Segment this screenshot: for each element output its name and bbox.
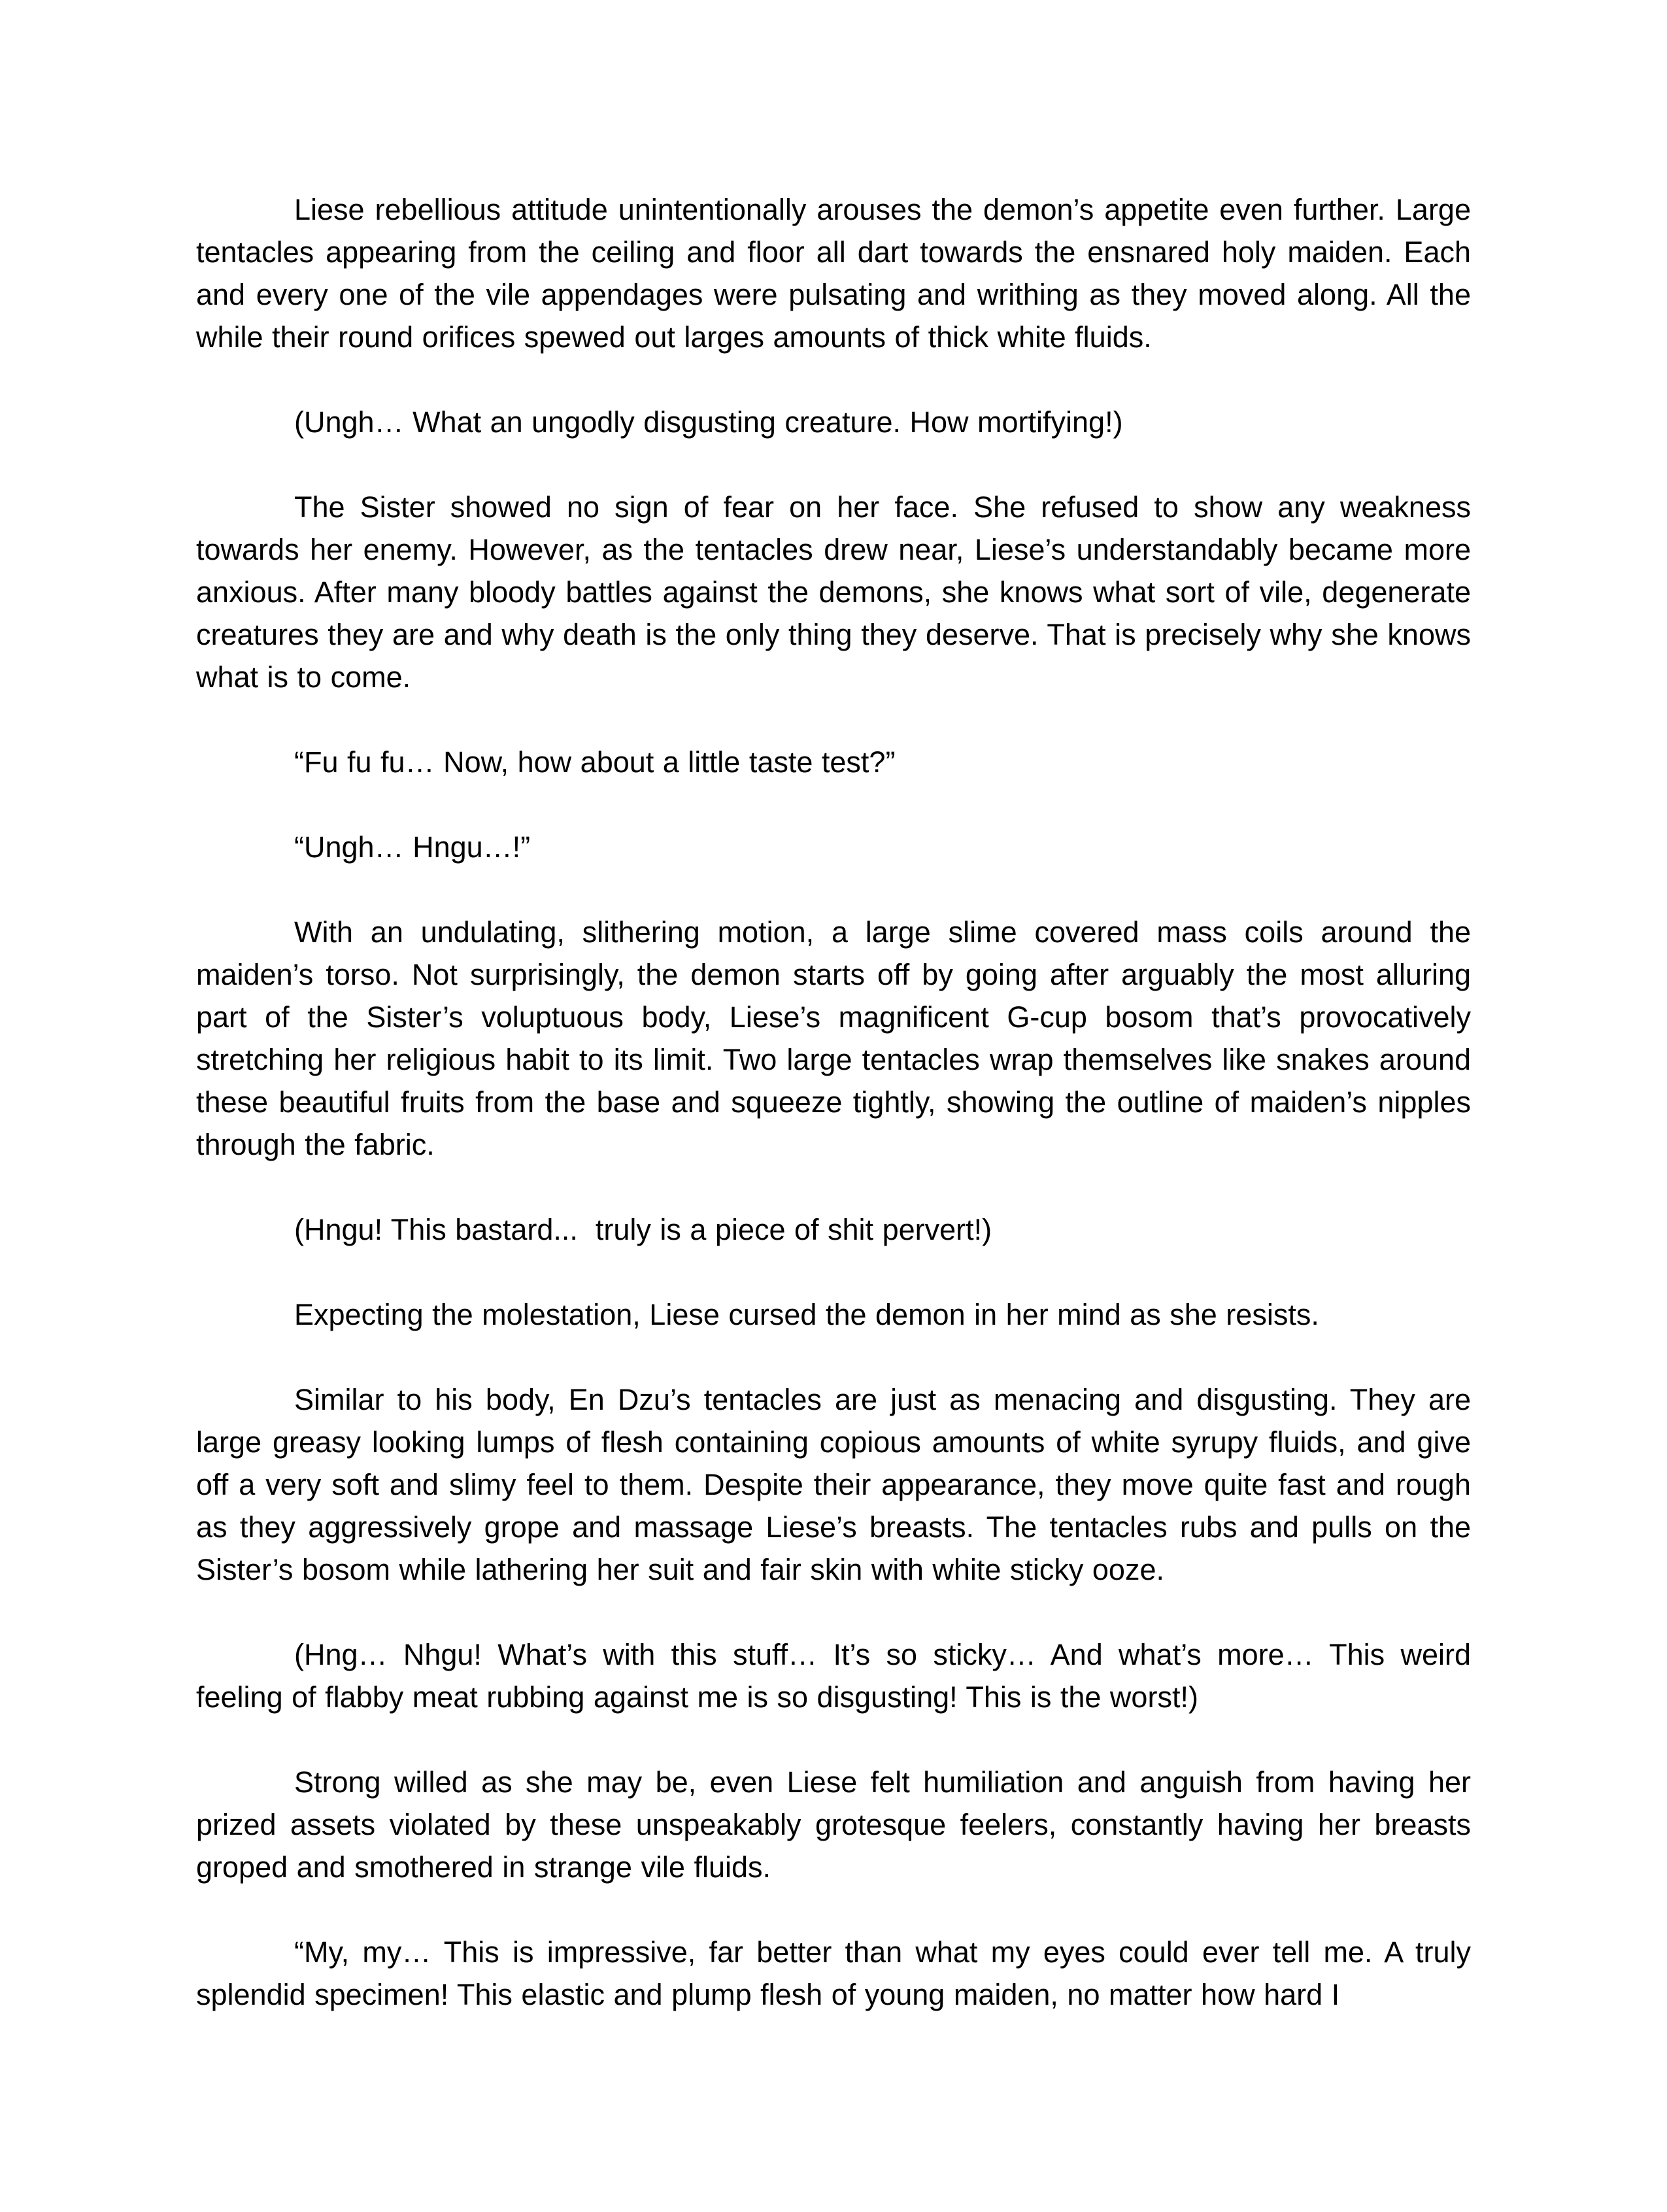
narration-paragraph: Expecting the molestation, Liese cursed the demon in her mind as she resists.: [294, 1298, 1319, 1331]
dialogue-paragraph: “Ungh… Hngu…!”: [294, 830, 531, 864]
narration-paragraph: Strong willed as she may be, even Liese felt humiliation and anguish from having her prized assets violated by these unspeakably grotesque feelers, constantly having her breasts groped and smothered in strange vile fluids.: [196, 1765, 1480, 1884]
dialogue-paragraph: “Fu fu fu… Now, how about a little taste test?”: [294, 745, 896, 779]
narration-paragraph: The Sister showed no sign of fear on her face. She refused to show any weakness towards her enemy. However, as the tentacles drew near, Liese’s understandably became more anxious. After many bloody battles against the demons, she knows what sort of vile, degenerate creatures they are and why death is the only thing they deserve. That is precisely why she knows what is to come.: [196, 490, 1480, 694]
narration-paragraph: With an undulating, slithering motion, a large slime covered mass coils around the maiden’s torso. Not surprisingly, the demon starts off by going after arguably the most alluring part of the Sister’s voluptuous body, Liese’s magnificent G-cup bosom that’s provocatively stretching her religious habit to its limit. Two large tentacles wrap themselves like snakes around these beautiful fruits from the base and squeeze tightly, showing the outline of maiden’s nipples through the fabric.: [196, 915, 1480, 1161]
narration-paragraph: Similar to his body, En Dzu’s tentacles are just as menacing and disgusting. They are large greasy looking lumps of flesh containing copious amounts of white syrupy fluids, and give off a very soft and slimy feel to them. Despite their appearance, they move quite fast and rough as they aggressively grope and massage Liese’s breasts. The tentacles rubs and pulls on the Sister’s bosom while lathering her suit and fair skin with white sticky ooze.: [196, 1383, 1480, 1586]
inner-thought-paragraph: (Ungh… What an ungodly disgusting creature. How mortifying!): [294, 405, 1123, 439]
narration-paragraph: Liese rebellious attitude unintentionally arouses the demon’s appetite even further. Large tentacles appearing from the ceiling and floor all dart towards the ensnared holy maiden. Each and every one of the vile appendages were pulsating and writhing as they moved along. All the while their round orifices spewed out larges amounts of thick white fluids.: [196, 193, 1480, 354]
inner-thought-paragraph: (Hngu! This bastard... truly is a piece of shit pervert!): [294, 1213, 992, 1246]
inner-thought-paragraph: (Hng… Nhgu! What’s with this stuff… It’s so sticky… And what’s more… This weird feeling of flabby meat rubbing against me is so disgusting! This is the worst!): [196, 1638, 1480, 1714]
dialogue-paragraph: “My, my… This is impressive, far better than what my eyes could ever tell me. A truly splendid specimen! This elastic and plump flesh of young maiden, no matter how hard I: [196, 1935, 1480, 2011]
